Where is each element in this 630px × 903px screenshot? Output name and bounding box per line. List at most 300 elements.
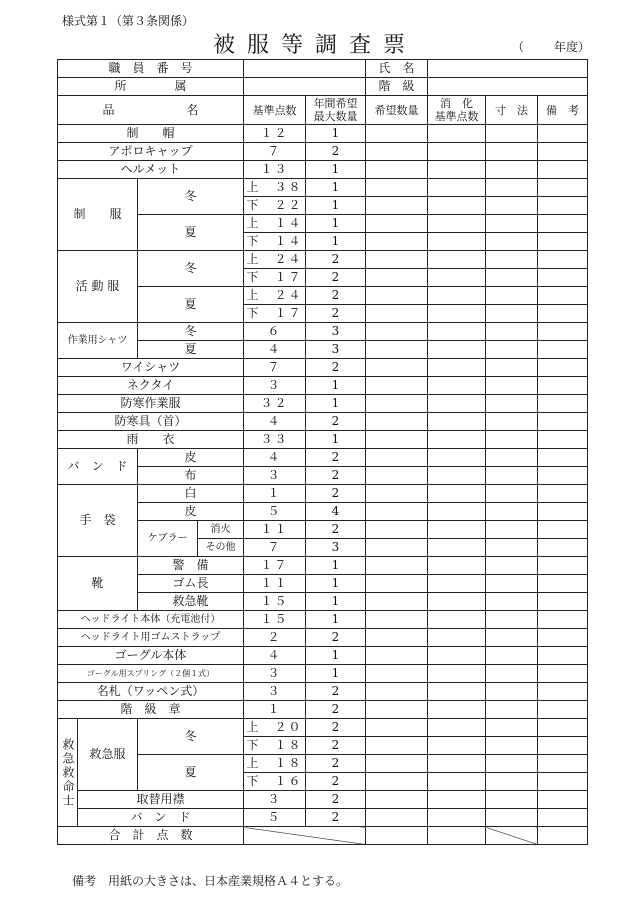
annual-max: 2 — [306, 485, 366, 503]
remarks-cell[interactable] — [538, 161, 588, 179]
item-name: アポロキャップ — [58, 143, 244, 161]
table-row — [58, 161, 588, 179]
size-cell[interactable] — [486, 233, 538, 251]
annual-max: 2 — [306, 629, 366, 647]
desired-cell[interactable] — [366, 629, 428, 647]
base-points: ５ — [244, 809, 306, 827]
annual-max: 2 — [306, 683, 366, 701]
item-name: ゴーグル用スプリング（２個１式） — [58, 665, 244, 683]
size-header: 寸 法 — [486, 96, 538, 125]
desired-cell[interactable] — [366, 485, 428, 503]
base-points: １ — [244, 485, 306, 503]
table-row — [58, 755, 588, 773]
annual-max: 1 — [306, 197, 366, 215]
consumed-cell[interactable] — [428, 413, 486, 431]
table-row — [58, 143, 588, 161]
remarks-cell[interactable] — [538, 143, 588, 161]
base-points: 下 １６ — [244, 773, 306, 791]
annual-max: 1 — [306, 593, 366, 611]
base-points: ３３ — [244, 431, 306, 449]
table-row — [58, 78, 588, 96]
season-winter: 冬 — [138, 323, 244, 341]
remarks-cell[interactable] — [538, 503, 588, 521]
total-label: 合 計 点 数 — [58, 827, 244, 845]
size-cell[interactable] — [486, 755, 538, 773]
total-row — [58, 827, 588, 845]
annual-max: 2 — [306, 269, 366, 287]
remarks-cell[interactable] — [538, 593, 588, 611]
table-row — [58, 323, 588, 341]
size-cell[interactable] — [486, 737, 538, 755]
size-cell[interactable] — [486, 665, 538, 683]
annual-max: 2 — [306, 719, 366, 737]
table-row — [58, 179, 588, 197]
desired-cell[interactable] — [366, 647, 428, 665]
size-cell[interactable] — [486, 701, 538, 719]
desired-cell[interactable] — [366, 809, 428, 827]
consumed-cell[interactable] — [428, 737, 486, 755]
consumed-cell[interactable] — [428, 161, 486, 179]
size-cell[interactable] — [486, 413, 538, 431]
base-points: 上 ２０ — [244, 719, 306, 737]
base-points: ３ — [244, 665, 306, 683]
total-diagonal — [244, 827, 366, 845]
annual-max: 2 — [306, 251, 366, 269]
table-row — [58, 521, 588, 539]
base-points: １１ — [244, 575, 306, 593]
item-name: ヘルメット — [58, 161, 244, 179]
size-cell[interactable] — [486, 269, 538, 287]
desired-cell[interactable] — [366, 683, 428, 701]
desired-cell[interactable] — [366, 503, 428, 521]
table-row — [58, 467, 588, 485]
base-points: 上 ３８ — [244, 179, 306, 197]
item-name: ワイシャツ — [58, 359, 244, 377]
item-name: バ ン ド — [78, 809, 244, 827]
consumed-cell[interactable] — [428, 341, 486, 359]
annual-max: 2 — [306, 521, 366, 539]
base-points: 下 １４ — [244, 233, 306, 251]
table-row — [58, 431, 588, 449]
season-winter: 冬 — [138, 719, 244, 755]
item-sub2: 消火 — [198, 521, 244, 539]
consumed-cell[interactable] — [428, 773, 486, 791]
annual-max: 1 — [306, 377, 366, 395]
remarks-cell[interactable] — [538, 575, 588, 593]
table-row — [58, 503, 588, 521]
table-row — [58, 629, 588, 647]
consumed-cell[interactable] — [428, 197, 486, 215]
annual-max: 2 — [306, 809, 366, 827]
remarks-cell[interactable] — [538, 215, 588, 233]
remarks-cell[interactable] — [538, 125, 588, 143]
desired-cell[interactable] — [366, 593, 428, 611]
remarks-cell[interactable] — [538, 737, 588, 755]
annual-max: 3 — [306, 323, 366, 341]
item-name: 制 帽 — [58, 125, 244, 143]
consumed-cell[interactable] — [428, 143, 486, 161]
size-cell[interactable] — [486, 395, 538, 413]
size-cell[interactable] — [486, 197, 538, 215]
consumed-cell[interactable] — [428, 629, 486, 647]
base-points: 上 １８ — [244, 755, 306, 773]
item-name: バ ン ド — [58, 449, 138, 485]
remarks-cell[interactable] — [538, 539, 588, 557]
item-name: 活 動 服 — [58, 251, 138, 323]
table-row — [58, 125, 588, 143]
table-row — [58, 251, 588, 269]
remarks-cell[interactable] — [538, 719, 588, 737]
desired-cell[interactable] — [366, 755, 428, 773]
consumed-cell[interactable] — [428, 359, 486, 377]
table-row — [58, 557, 588, 575]
consumed-cell[interactable] — [428, 395, 486, 413]
consumed-cell[interactable] — [428, 467, 486, 485]
annual-max: 1 — [306, 215, 366, 233]
desired-cell[interactable] — [366, 719, 428, 737]
remarks-cell[interactable] — [538, 755, 588, 773]
base-points: ４ — [244, 341, 306, 359]
season-winter: 冬 — [138, 251, 244, 287]
annual-max: 1 — [306, 395, 366, 413]
remarks-cell[interactable] — [538, 431, 588, 449]
total-remarks[interactable] — [538, 827, 588, 845]
item-name: 階 級 章 — [58, 701, 244, 719]
size-cell[interactable] — [486, 485, 538, 503]
size-cell[interactable] — [486, 647, 538, 665]
desired-cell[interactable] — [366, 413, 428, 431]
table-row — [58, 593, 588, 611]
consumed-cell[interactable] — [428, 521, 486, 539]
base-points: 下 １８ — [244, 737, 306, 755]
consumed-cell[interactable] — [428, 287, 486, 305]
size-cell[interactable] — [486, 557, 538, 575]
base-points: 上 ２４ — [244, 251, 306, 269]
consumed-cell[interactable] — [428, 305, 486, 323]
size-cell[interactable] — [486, 323, 538, 341]
fiscal-year: （ 年度） — [511, 40, 590, 54]
desired-cell[interactable] — [366, 521, 428, 539]
remarks-cell[interactable] — [538, 611, 588, 629]
table-row — [58, 485, 588, 503]
remarks-cell[interactable] — [538, 773, 588, 791]
desired-cell[interactable] — [366, 251, 428, 269]
size-cell[interactable] — [486, 125, 538, 143]
size-cell[interactable] — [486, 539, 538, 557]
item-sub: 救急靴 — [138, 593, 244, 611]
desired-cell[interactable] — [366, 359, 428, 377]
remarks-cell[interactable] — [538, 179, 588, 197]
size-cell[interactable] — [486, 467, 538, 485]
base-points: ４ — [244, 413, 306, 431]
item-name: 作業用シャツ — [58, 323, 138, 359]
consumed-cell[interactable] — [428, 251, 486, 269]
table-row — [58, 611, 588, 629]
rank-label: 階 級 — [366, 78, 428, 96]
item-name: 靴 — [58, 557, 138, 611]
annual-max: 1 — [306, 665, 366, 683]
remarks-cell[interactable] — [538, 287, 588, 305]
size-cell[interactable] — [486, 683, 538, 701]
desired-cell[interactable] — [366, 179, 428, 197]
remarks-cell[interactable] — [538, 665, 588, 683]
item-name: 防寒作業服 — [58, 395, 244, 413]
size-cell[interactable] — [486, 251, 538, 269]
base-points: ２ — [244, 629, 306, 647]
desired-cell[interactable] — [366, 467, 428, 485]
remarks-cell[interactable] — [538, 377, 588, 395]
annual-max: 1 — [306, 611, 366, 629]
remarks-cell[interactable] — [538, 323, 588, 341]
base-points: ３２ — [244, 395, 306, 413]
desired-cell[interactable] — [366, 557, 428, 575]
base-points-header: 基準点数 — [244, 96, 306, 125]
annual-max: 2 — [306, 791, 366, 809]
remarks-cell[interactable] — [538, 467, 588, 485]
consumed-cell[interactable] — [428, 539, 486, 557]
desired-cell[interactable] — [366, 305, 428, 323]
table-row — [58, 215, 588, 233]
desired-cell[interactable] — [366, 773, 428, 791]
annual-max: 1 — [306, 557, 366, 575]
consumed-cell[interactable] — [428, 683, 486, 701]
base-points: ３ — [244, 683, 306, 701]
table-row — [58, 791, 588, 809]
total-consumed[interactable] — [428, 827, 486, 845]
table-row — [58, 413, 588, 431]
size-cell[interactable] — [486, 341, 538, 359]
base-points: ７ — [244, 143, 306, 161]
remarks-cell[interactable] — [538, 413, 588, 431]
annual-max: 2 — [306, 449, 366, 467]
remarks-cell[interactable] — [538, 557, 588, 575]
consumed-cell[interactable] — [428, 809, 486, 827]
desired-cell[interactable] — [366, 341, 428, 359]
dept-field[interactable] — [244, 78, 366, 96]
annual-max: 1 — [306, 161, 366, 179]
table-row — [58, 683, 588, 701]
season-summer: 夏 — [138, 755, 244, 791]
base-points: 下 ２２ — [244, 197, 306, 215]
size-cell[interactable] — [486, 215, 538, 233]
desired-cell[interactable] — [366, 269, 428, 287]
item-group: 救急救命士 — [58, 719, 78, 827]
consumed-cell[interactable] — [428, 431, 486, 449]
desired-cell[interactable] — [366, 125, 428, 143]
table-row — [58, 287, 588, 305]
item-header: 品 名 — [58, 96, 244, 125]
base-points: １１ — [244, 521, 306, 539]
season-summer: 夏 — [138, 287, 244, 323]
remarks-cell[interactable] — [538, 305, 588, 323]
base-points: １ — [244, 701, 306, 719]
desired-cell[interactable] — [366, 449, 428, 467]
desired-cell[interactable] — [366, 215, 428, 233]
remarks-cell[interactable] — [538, 395, 588, 413]
item-sub: 皮 — [138, 503, 244, 521]
consumed-cell[interactable] — [428, 485, 486, 503]
consumed-cell[interactable] — [428, 665, 486, 683]
annual-max: 1 — [306, 575, 366, 593]
consumed-cell[interactable] — [428, 323, 486, 341]
consumed-cell[interactable] — [428, 503, 486, 521]
remarks-cell[interactable] — [538, 701, 588, 719]
desired-cell[interactable] — [366, 611, 428, 629]
consumed-cell[interactable] — [428, 611, 486, 629]
remarks-cell[interactable] — [538, 359, 588, 377]
desired-cell[interactable] — [366, 161, 428, 179]
size-cell[interactable] — [486, 161, 538, 179]
size-cell[interactable] — [486, 575, 538, 593]
item-sub: 布 — [138, 467, 244, 485]
item-name: ネクタイ — [58, 377, 244, 395]
desired-cell[interactable] — [366, 323, 428, 341]
consumed-cell[interactable] — [428, 701, 486, 719]
base-points: １２ — [244, 125, 306, 143]
annual-max: 2 — [306, 359, 366, 377]
annual-max: 1 — [306, 179, 366, 197]
item-name: 防寒具（首） — [58, 413, 244, 431]
staff-no-label: 職 員 番 号 — [58, 60, 244, 78]
size-cell[interactable] — [486, 521, 538, 539]
table-row — [58, 647, 588, 665]
size-cell[interactable] — [486, 629, 538, 647]
size-cell[interactable] — [486, 179, 538, 197]
consumed-cell[interactable] — [428, 557, 486, 575]
consumed-cell[interactable] — [428, 647, 486, 665]
consumed-cell[interactable] — [428, 719, 486, 737]
size-cell[interactable] — [486, 305, 538, 323]
base-points: 上 １４ — [244, 215, 306, 233]
annual-max: 1 — [306, 125, 366, 143]
desired-cell[interactable] — [366, 395, 428, 413]
desired-cell[interactable] — [366, 575, 428, 593]
size-cell[interactable] — [486, 449, 538, 467]
annual-max: 3 — [306, 539, 366, 557]
season-winter: 冬 — [138, 179, 244, 215]
desired-cell[interactable] — [366, 539, 428, 557]
form-label: 様式第１（第３条関係） — [62, 14, 195, 28]
size-cell[interactable] — [486, 773, 538, 791]
consumed-cell[interactable] — [428, 233, 486, 251]
desired-cell[interactable] — [366, 197, 428, 215]
base-points: 上 ２４ — [244, 287, 306, 305]
remarks-cell[interactable] — [538, 629, 588, 647]
remarks-cell[interactable] — [538, 521, 588, 539]
consumed-cell[interactable] — [428, 269, 486, 287]
size-cell[interactable] — [486, 359, 538, 377]
desired-cell[interactable] — [366, 701, 428, 719]
remarks-cell[interactable] — [538, 251, 588, 269]
desired-cell[interactable] — [366, 431, 428, 449]
remarks-cell[interactable] — [538, 683, 588, 701]
name-label: 氏 名 — [366, 60, 428, 78]
remarks-cell[interactable] — [538, 341, 588, 359]
base-points: １５ — [244, 611, 306, 629]
size-cell[interactable] — [486, 719, 538, 737]
base-points: ３ — [244, 467, 306, 485]
size-cell[interactable] — [486, 593, 538, 611]
consumed-cell[interactable] — [428, 593, 486, 611]
consumed-cell[interactable] — [428, 125, 486, 143]
remarks-cell[interactable] — [538, 233, 588, 251]
remarks-cell[interactable] — [538, 269, 588, 287]
size-cell[interactable] — [486, 809, 538, 827]
remarks-cell[interactable] — [538, 485, 588, 503]
remarks-header: 備 考 — [538, 96, 588, 125]
consumed-cell[interactable] — [428, 449, 486, 467]
item-name: 名札（ワッペン式） — [58, 683, 244, 701]
desired-cell[interactable] — [366, 287, 428, 305]
table-row — [58, 449, 588, 467]
consumed-cell[interactable] — [428, 791, 486, 809]
item-name: ヘッドライト本体（充電池付） — [58, 611, 244, 629]
size-cell[interactable] — [486, 431, 538, 449]
remarks-cell[interactable] — [538, 197, 588, 215]
size-cell[interactable] — [486, 503, 538, 521]
desired-cell[interactable] — [366, 377, 428, 395]
desired-cell[interactable] — [366, 665, 428, 683]
annual-max: 2 — [306, 305, 366, 323]
table-row — [58, 575, 588, 593]
base-points: ６ — [244, 323, 306, 341]
annual-max: 2 — [306, 143, 366, 161]
size-cell[interactable] — [486, 287, 538, 305]
item-name: 雨 衣 — [58, 431, 244, 449]
item-sub: 白 — [138, 485, 244, 503]
consumed-cell[interactable] — [428, 377, 486, 395]
base-points: ４ — [244, 449, 306, 467]
total-desired[interactable] — [366, 827, 428, 845]
base-points: １７ — [244, 557, 306, 575]
size-cell[interactable] — [486, 791, 538, 809]
remarks-cell[interactable] — [538, 791, 588, 809]
remarks-cell[interactable] — [538, 647, 588, 665]
item-name: ゴーグル本体 — [58, 647, 244, 665]
rank-field[interactable] — [428, 78, 588, 96]
total-size-diagonal — [486, 827, 538, 845]
consumed-cell[interactable] — [428, 755, 486, 773]
base-points: ４ — [244, 647, 306, 665]
consumed-cell[interactable] — [428, 179, 486, 197]
annual-max: 2 — [306, 737, 366, 755]
consumed-cell[interactable] — [428, 575, 486, 593]
remarks-cell[interactable] — [538, 809, 588, 827]
table-row — [58, 341, 588, 359]
size-cell[interactable] — [486, 611, 538, 629]
desired-cell[interactable] — [366, 791, 428, 809]
item-name: 制 服 — [58, 179, 138, 251]
annual-max: 1 — [306, 233, 366, 251]
annual-max: 3 — [306, 341, 366, 359]
desired-cell[interactable] — [366, 233, 428, 251]
annual-max: 1 — [306, 431, 366, 449]
desired-cell[interactable] — [366, 737, 428, 755]
size-cell[interactable] — [486, 377, 538, 395]
remarks-cell[interactable] — [538, 449, 588, 467]
consumed-header: 消 化 基準点数 — [428, 96, 486, 125]
desired-cell[interactable] — [366, 143, 428, 161]
staff-no-field[interactable] — [244, 60, 366, 78]
item-name: 手 袋 — [58, 485, 138, 557]
name-field[interactable] — [428, 60, 588, 78]
size-cell[interactable] — [486, 143, 538, 161]
footnote: 備考 用紙の大きさは、日本産業規格Ａ４とする。 — [72, 874, 349, 888]
annual-max: 2 — [306, 773, 366, 791]
table-header-row — [58, 96, 588, 125]
item-sub: 皮 — [138, 449, 244, 467]
consumed-cell[interactable] — [428, 215, 486, 233]
